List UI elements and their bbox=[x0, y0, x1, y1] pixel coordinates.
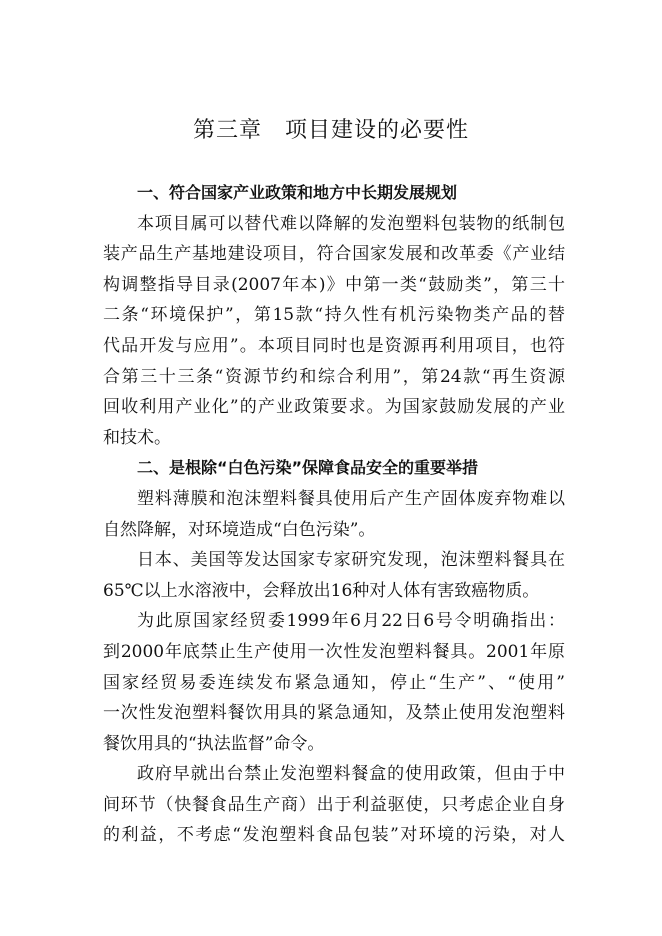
paragraph-line: 一次性发泡塑料餐饮用具的紧急通知，及禁止使用发泡塑料 bbox=[103, 703, 565, 724]
paragraph-line: 为此原国家经贸委1999年6月22日6号令明确指出： bbox=[137, 611, 565, 632]
paragraph-line: 日本、美国等发达国家专家研究发现，泡沫塑料餐具在 bbox=[137, 550, 565, 571]
paragraph bbox=[103, 606, 565, 759]
paragraph-line: 国家经贸易委连续发布紧急通知，停止“生产”、“使用” bbox=[103, 672, 565, 693]
paragraph-line: 构调整指导目录(2007年本)》中第一类“鼓励类”，第三十 bbox=[103, 274, 565, 295]
paragraph-line: 本项目属可以替代难以降解的发泡塑料包装物的纸制包 bbox=[137, 213, 565, 234]
paragraph-line: 餐饮用具的“执法监督”命令。 bbox=[103, 733, 325, 754]
section-heading: 一、符合国家产业政策和地方中长期发展规划 bbox=[137, 183, 458, 202]
paragraph-line: 和技术。 bbox=[103, 427, 171, 448]
paragraph-line: 合第三十三条“资源节约和综合利用”，第24款“再生资源 bbox=[103, 366, 565, 387]
paragraph-line: 的利益，不考虑“发泡塑料食品包装”对环境的污染，对人 bbox=[103, 825, 565, 846]
paragraph-line: 到2000年底禁止生产使用一次性发泡塑料餐具。2001年原 bbox=[103, 641, 565, 662]
paragraph-line: 二条“环境保护”，第15款“持久性有机污染物类产品的替 bbox=[103, 305, 565, 326]
paragraph-line: 装产品生产基地建设项目，符合国家发展和改革委《产业结 bbox=[103, 244, 565, 265]
paragraph-line: 间环节（快餐食品生产商）出于利益驱使，只考虑企业自身 bbox=[103, 794, 565, 815]
section-heading: 二、是根除“白色污染”保障食品安全的重要举措 bbox=[137, 458, 479, 478]
paragraph-line: 塑料薄膜和泡沫塑料餐具使用后产生产固体废弃物难以 bbox=[137, 488, 565, 509]
paragraph-line: 政府早就出台禁止发泡塑料餐盒的使用政策，但由于中 bbox=[137, 764, 565, 785]
paragraph-line: 回收利用产业化”的产业政策要求。为国家鼓励发展的产业 bbox=[103, 397, 565, 418]
paragraph bbox=[103, 209, 565, 454]
paragraph bbox=[103, 484, 565, 545]
paragraph bbox=[103, 759, 565, 851]
paragraph-line: 65℃以上水溶液中，会释放出16种对人体有害致癌物质。 bbox=[103, 580, 540, 601]
paragraph-line: 自然降解，对环境造成“白色污染”。 bbox=[103, 519, 376, 540]
paragraph bbox=[103, 545, 565, 606]
chapter-title: 第三章 项目建设的必要性 bbox=[192, 118, 469, 143]
chapter-body bbox=[103, 178, 565, 851]
paragraph-line: 代品开发与应用”。本项目同时也是资源再利用项目，也符 bbox=[103, 335, 565, 356]
